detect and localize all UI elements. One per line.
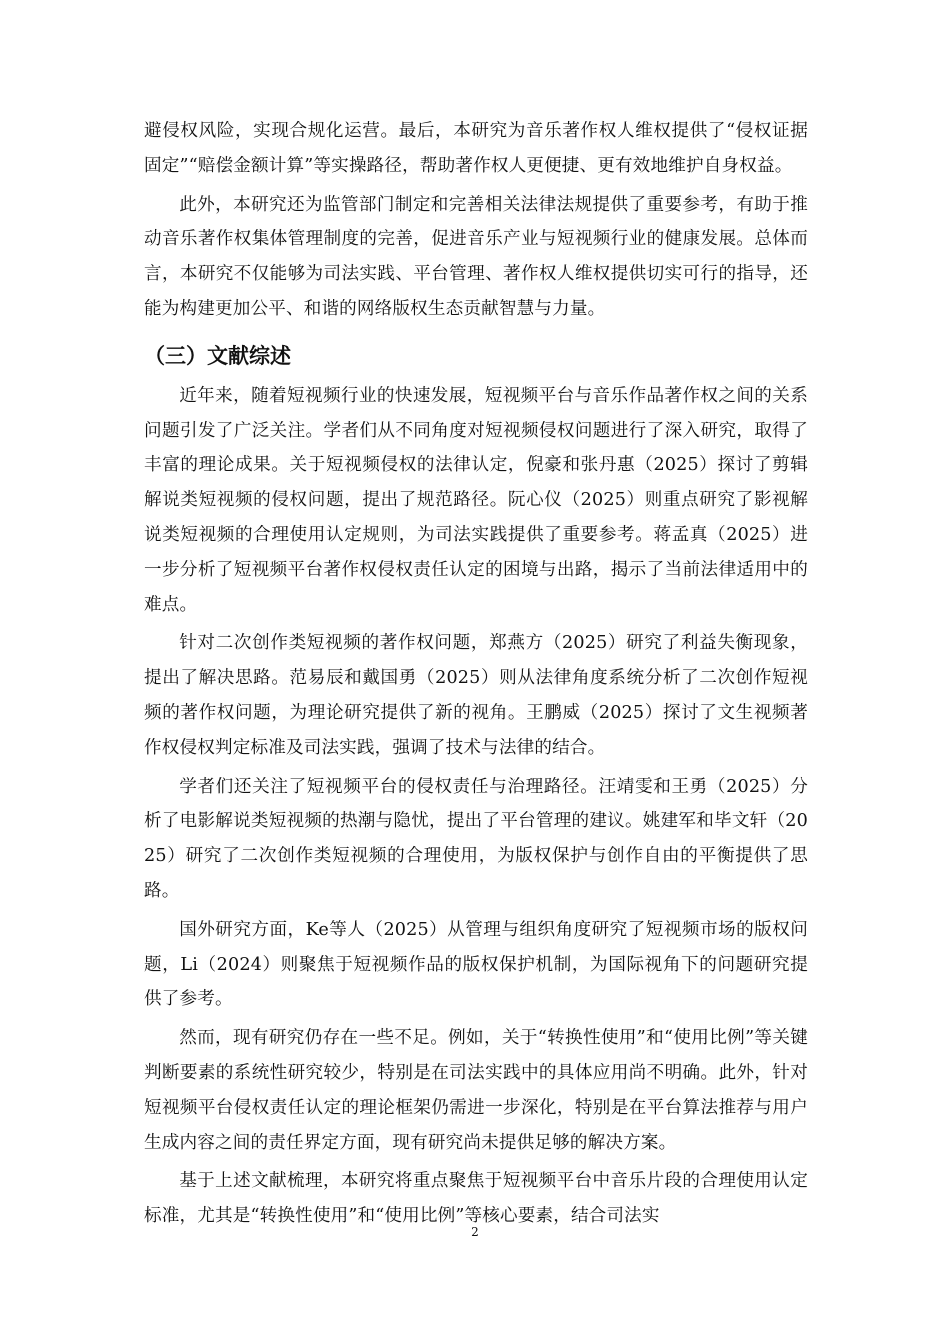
paragraph-continued: 避侵权风险，实现合规化运营。最后，本研究为音乐著作权人维权提供了“侵权证据固定”“赔偿金额计算”等实操路径，帮助著作权人更便捷、更有效地维护自身权益。 <box>144 121 808 176</box>
paragraph: 针对二次创作类短视频的著作权问题，郑燕方（2025）研究了利益失衡现象，提出了解决思路。范易辰和戴国勇（2025）则从法律角度系统分析了二次创作短视频的著作权问题，为理论研究提供了新的视角。王鹏威（2025）探讨了文生视频著作权侵权判定标准及司法实践，强调了技术与法律的结合。 <box>144 633 808 758</box>
paragraph: 基于上述文献梳理，本研究将重点聚焦于短视频平台中音乐片段的合理使用认定标准，尤其是“转换性使用”和“使用比例”等核心要素，结合司法实 <box>144 1171 808 1227</box>
body-text <box>144 114 808 1234</box>
page-number: 2 <box>471 1225 479 1239</box>
paragraph: 国外研究方面，Ke等人（2025）从管理与组织角度研究了短视频市场的版权问题，Li（2024）则聚焦于短视频作品的版权保护机制，为国际视角下的问题研究提供了参考。 <box>144 919 808 1010</box>
paragraph: 近年来，随着短视频行业的快速发展，短视频平台与音乐作品著作权之间的关系问题引发了广泛关注。学者们从不同角度对短视频侵权问题进行了深入研究，取得了丰富的理论成果。关于短视频侵权的法律认定，倪豪和张丹惠（2025）探讨了剪辑解说类短视频的侵权问题，提出了规范路径。阮心仪（2025）则重点研究了影视解说类短视频的合理使用认定规则，为司法实践提供了重要参考。蒋孟真（2025）进一步分析了短视频平台著作权侵权责任认定的困境与出路，揭示了当前法律适用中的难点。 <box>144 385 808 615</box>
paragraph: 此外，本研究还为监管部门制定和完善相关法律法规提供了重要参考，有助于推动音乐著作权集体管理制度的完善，促进音乐产业与短视频行业的健康发展。总体而言，本研究不仅能够为司法实践、平台管理、著作权人维权提供切实可行的指导，还能为构建更加公平、和谐的网络版权生态贡献智慧与力量。 <box>144 194 808 319</box>
paragraph: 然而，现有研究仍存在一些不足。例如，关于“转换性使用”和“使用比例”等关键判断要素的系统性研究较少，特别是在司法实践中的具体应用尚不明确。此外，针对短视频平台侵权责任认定的理论框架仍需进一步深化，特别是在平台算法推荐与用户生成内容之间的责任界定方面，现有研究尚未提供足够的解决方案。 <box>144 1028 808 1153</box>
section-heading: （三）文献综述 <box>144 343 291 368</box>
paragraph: 学者们还关注了短视频平台的侵权责任与治理路径。汪靖雯和王勇（2025）分析了电影解说类短视频的热潮与隐忧，提出了平台管理的建议。姚建军和毕文轩（2025）研究了二次创作类短视频的合理使用，为版权保护与创作自由的平衡提供了思路。 <box>144 776 808 901</box>
